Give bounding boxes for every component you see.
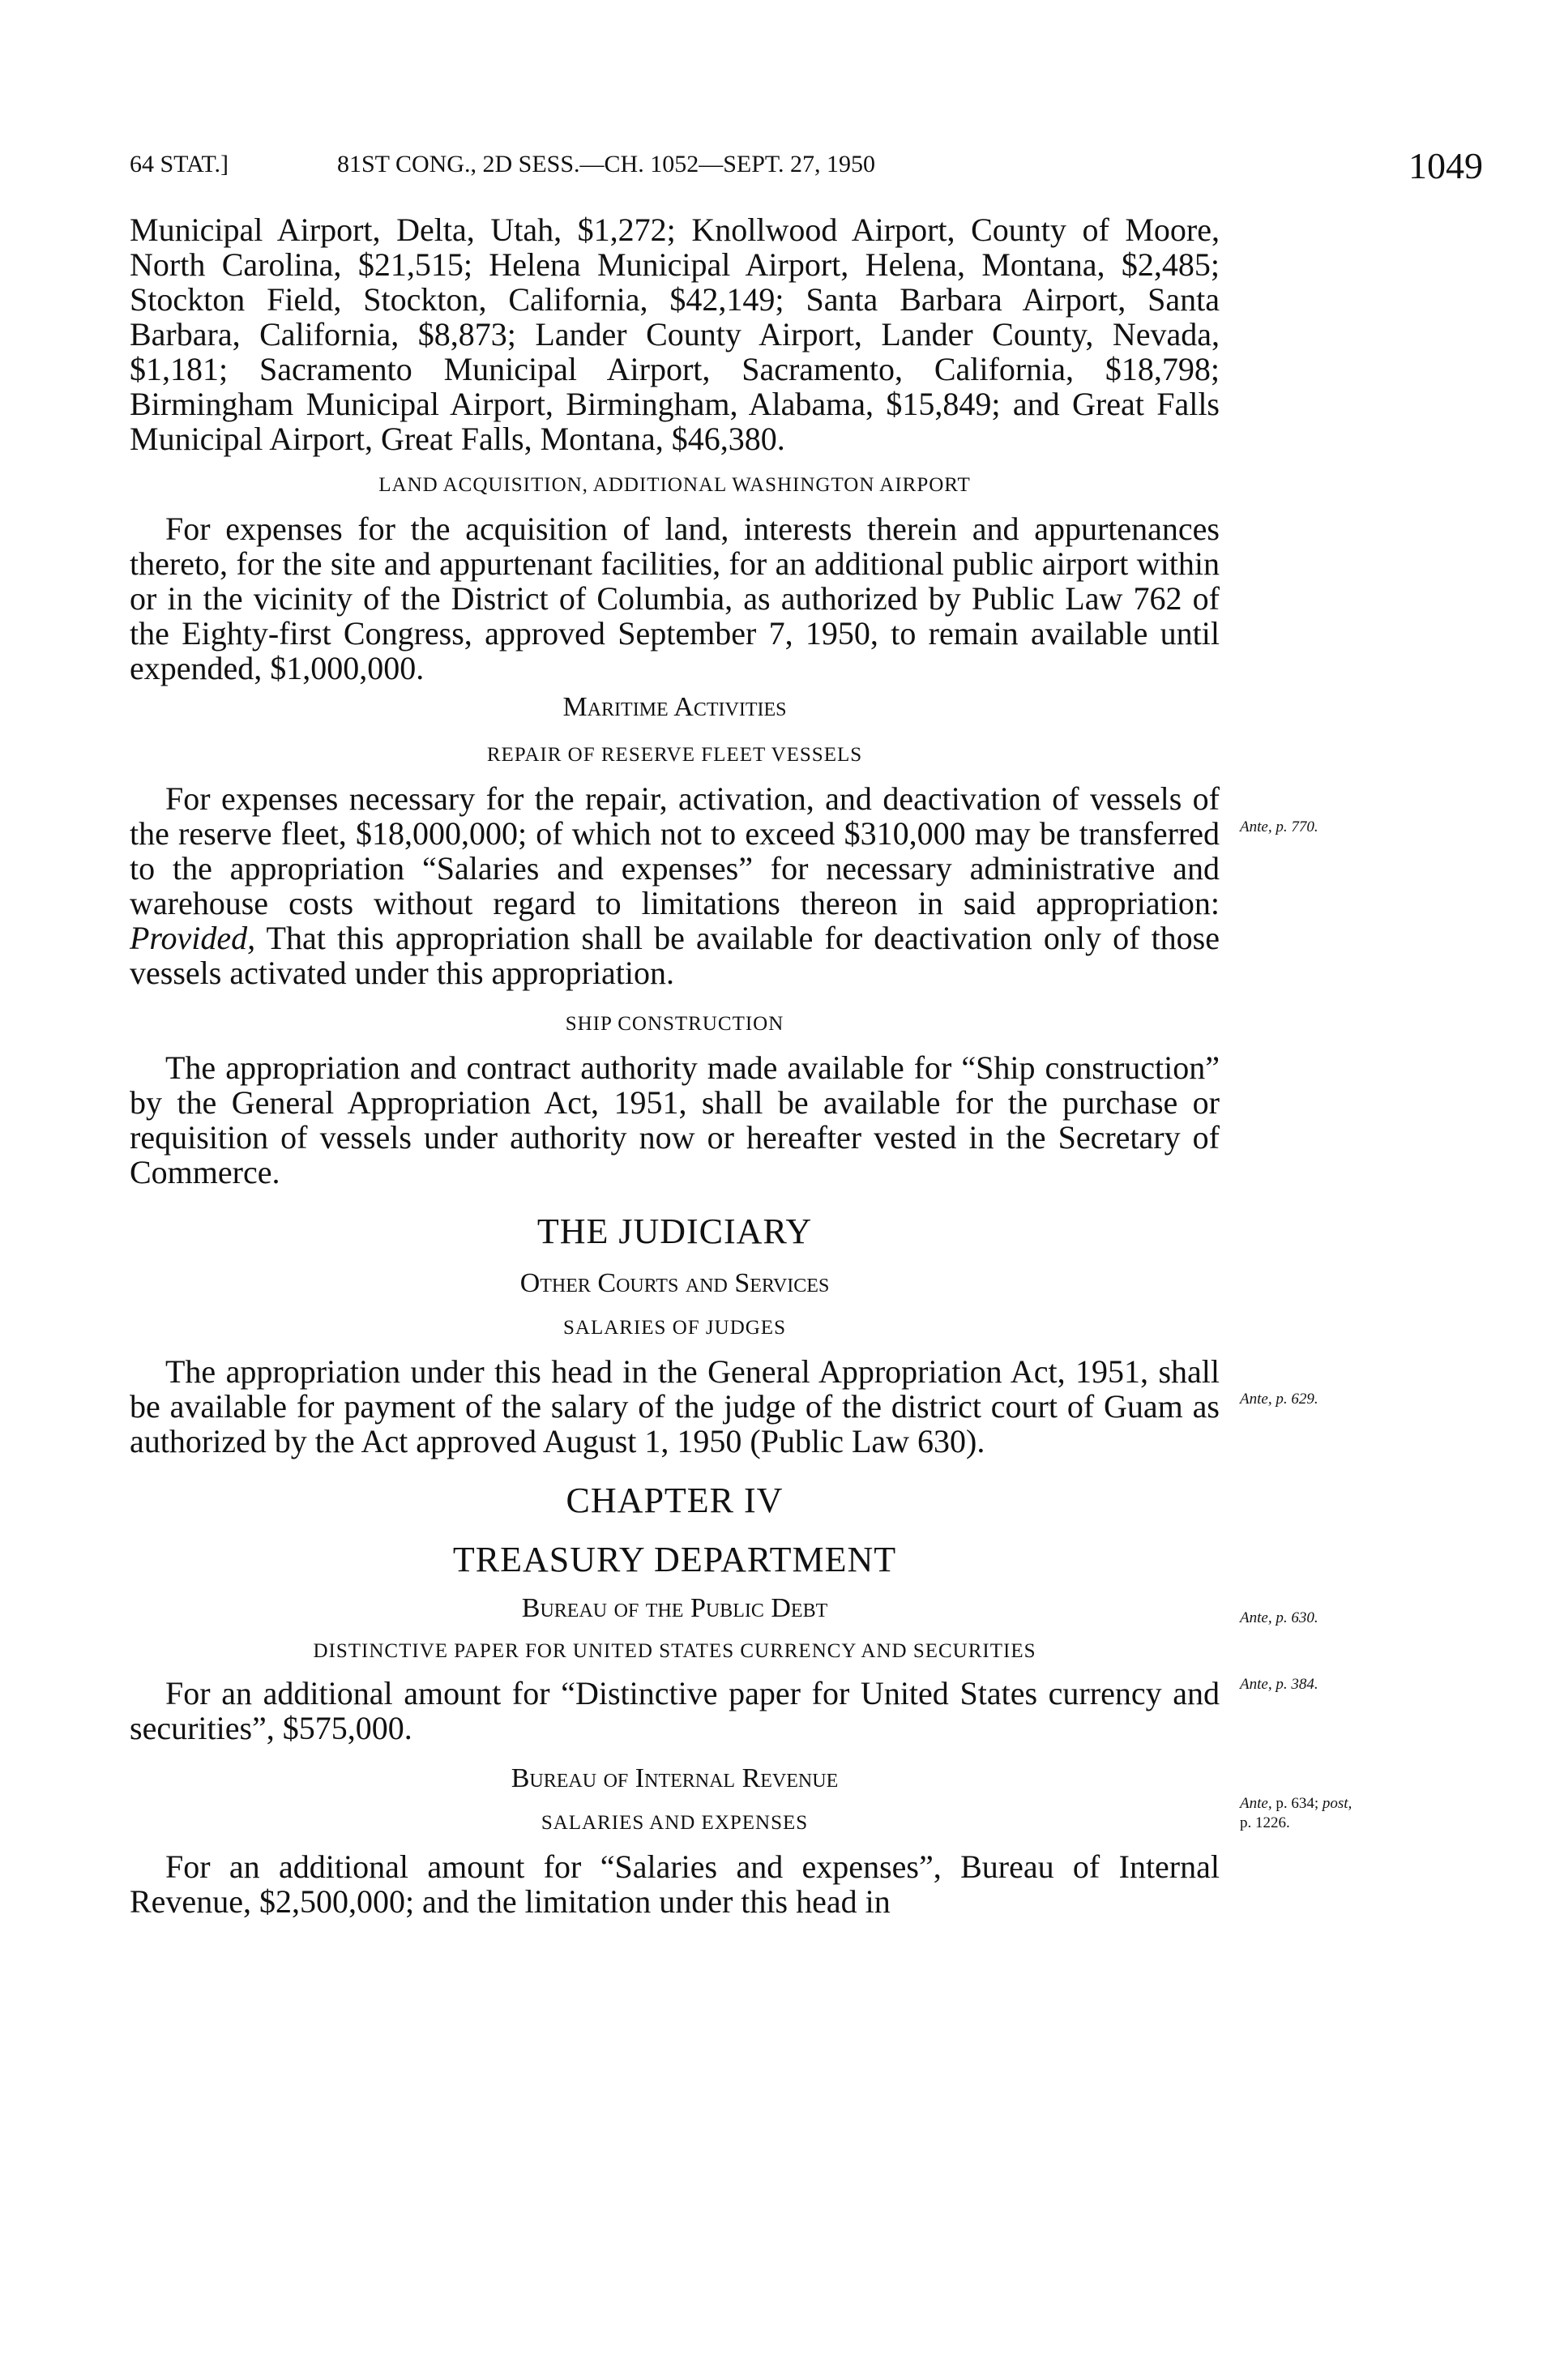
- ship-construction-paragraph: The appropriation and contract authority made available for “Ship construction” by the General Appropriation Act, 1951, shall be available for the purchase or requisition of vessels under authority now or hereafter vested in the Secretary of Commerce.: [130, 1049, 1220, 1190]
- margin-note-ante-770: Ante, p. 770.: [1240, 818, 1318, 835]
- land-acquisition-paragraph: For expenses for the acquisition of land, interests therein and appurtenances thereto, for the site and appurtenant facilities, for an additional public airport within or in the vicinity of the District of Columbia, as authorized by Public Law 762 of the Eighty-first Congress, approved September 7, 1950, to remain available until expended, $1,000,000.: [130, 511, 1220, 686]
- margin-ante-word: Ante,: [1240, 1795, 1272, 1812]
- intro-paragraph: Municipal Airport, Delta, Utah, $1,272; Knollwood Airport, County of Moore, North Carolina, $21,515; Helena Municipal Airport, Helena, Montana, $2,485; Stockton Field, Stockton, California, $42,149; Santa Barbara Airport, Santa Barbara, California, $8,873; Lander County Airport, Lander County, Nevada, $1,181; Sacramento Municipal Airport, Sacramento, California, $18,798; Birmingham Municipal Airport, Birmingham, Alabama, $15,849; and Great Falls Municipal Airport, Great Falls, Montana, $46,380.: [130, 212, 1220, 457]
- repair-text-part-1: For expenses necessary for the repair, activation, and deactivation of vessels of the reserve fleet, $18,000,000; of which not to exceed $310,000 may be transferred to the appropriation “Salaries and expenses” for necessary administrative and warehouse costs without regard to limitations thereon in said appropriation:: [130, 780, 1220, 921]
- repair-text-part-2: That this appropriation shall be available for deactivation only of those vessels activated under this appropriation.: [130, 920, 1220, 991]
- page-number: 1049: [1408, 145, 1483, 186]
- distinctive-paper-heading: DISTINCTIVE PAPER FOR UNITED STATES CURRENCY AND SECURITIES: [313, 1640, 1036, 1662]
- chapter-heading: CHAPTER IV: [566, 1481, 784, 1520]
- treasury-department-heading: TREASURY DEPARTMENT: [452, 1540, 897, 1579]
- land-acquisition-heading: LAND ACQUISITION, ADDITIONAL WASHINGTON AIRPORT: [378, 474, 971, 496]
- statute-volume: 64 STAT.]: [130, 151, 229, 177]
- repair-reserve-fleet-heading: REPAIR OF RESERVE FLEET VESSELS: [486, 744, 863, 766]
- margin-note-ante-629: Ante, p. 629.: [1240, 1391, 1318, 1408]
- margin-note-ante-630: Ante, p. 630.: [1240, 1609, 1318, 1626]
- provided-proviso: Provided,: [130, 920, 256, 956]
- maritime-activities-heading: Maritime Activities: [562, 692, 787, 722]
- main-text-column: [130, 212, 1220, 1919]
- repair-reserve-fleet-paragraph: [130, 781, 1220, 990]
- internal-revenue-heading: Bureau of Internal Revenue: [511, 1763, 839, 1793]
- salaries-of-judges-heading: SALARIES OF JUDGES: [563, 1317, 786, 1339]
- judiciary-heading: THE JUDICIARY: [536, 1211, 813, 1251]
- margin-post-word: post,: [1322, 1795, 1353, 1812]
- running-header: [130, 144, 1483, 193]
- distinctive-paper-paragraph: For an additional amount for “Distinctive paper for United States currency and securities”, $575,000.: [130, 1675, 1220, 1746]
- other-courts-heading: Other Courts and Services: [519, 1268, 830, 1298]
- margin-page-1226: p. 1226.: [1240, 1814, 1290, 1831]
- congress-session-line: 81ST CONG., 2D SESS.—CH. 1052—SEPT. 27, 1950: [337, 151, 875, 177]
- margin-note-ante-384: Ante, p. 384.: [1240, 1676, 1318, 1693]
- salaries-of-judges-paragraph: The appropriation under this head in the General Appropriation Act, 1951, shall be available for payment of the salary of the judge of the district court of Guam as authorized by the Act approved August 1, 1950 (Public Law 630).: [130, 1353, 1220, 1459]
- ship-construction-heading: SHIP CONSTRUCTION: [565, 1013, 784, 1035]
- salaries-and-expenses-paragraph: For an additional amount for “Salaries and expenses”, Bureau of Internal Revenue, $2,500,000; and the limitation under this head in: [130, 1848, 1220, 1920]
- salaries-and-expenses-heading: SALARIES AND EXPENSES: [541, 1812, 809, 1834]
- margin-page-634: p. 634;: [1276, 1795, 1319, 1812]
- public-debt-heading: Bureau of the Public Debt: [521, 1593, 828, 1623]
- margin-note-ante-634: [1240, 1794, 1451, 1833]
